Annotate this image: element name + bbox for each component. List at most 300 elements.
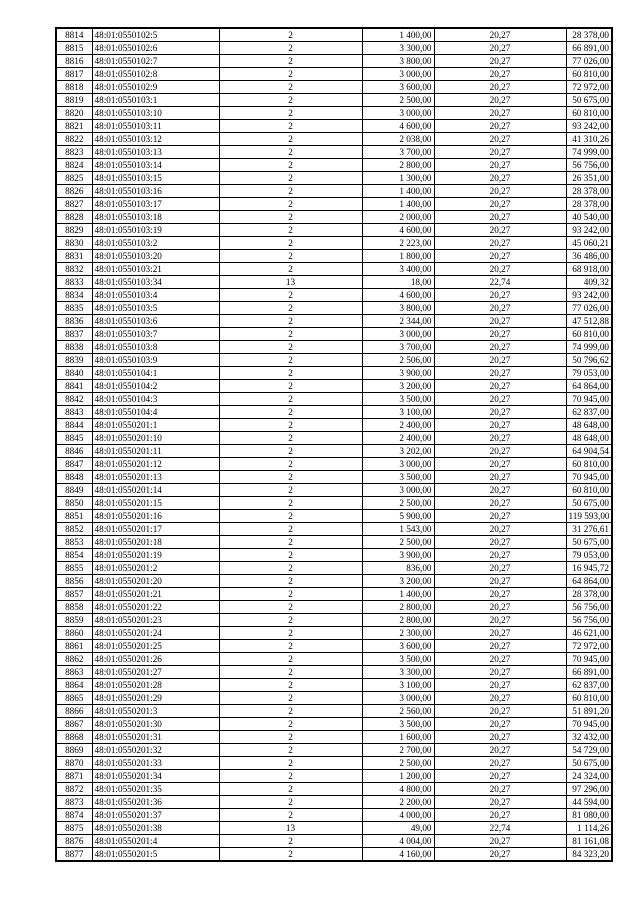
area-cell: 2 200,00 xyxy=(362,796,434,809)
category-code-cell: 2 xyxy=(219,250,362,263)
table-row xyxy=(56,211,612,224)
cadastral-value-cell: 409,32 xyxy=(566,276,612,289)
category-code-cell: 2 xyxy=(219,757,362,770)
table-row xyxy=(56,536,612,549)
table-body xyxy=(56,28,612,861)
cadastral-value-cell: 28 378,00 xyxy=(566,198,612,211)
specific-value-cell: 20,27 xyxy=(434,133,566,146)
cadastral-number-cell: 48:01:0550201:36 xyxy=(92,796,219,809)
row-number-cell: 8829 xyxy=(56,224,92,237)
cadastral-number-cell: 48:01:0550103:21 xyxy=(92,263,219,276)
table-row xyxy=(56,28,612,42)
cadastral-number-cell: 48:01:0550201:29 xyxy=(92,692,219,705)
specific-value-cell: 20,27 xyxy=(434,562,566,575)
cadastral-value-cell: 31 276,61 xyxy=(566,523,612,536)
specific-value-cell: 20,27 xyxy=(434,81,566,94)
table-row xyxy=(56,770,612,783)
cadastral-number-cell: 48:01:0550201:31 xyxy=(92,731,219,744)
row-number-cell: 8815 xyxy=(56,42,92,55)
category-code-cell: 2 xyxy=(219,419,362,432)
specific-value-cell: 20,27 xyxy=(434,848,566,862)
row-number-cell: 8821 xyxy=(56,120,92,133)
specific-value-cell: 20,27 xyxy=(434,94,566,107)
area-cell: 3 600,00 xyxy=(362,640,434,653)
specific-value-cell: 20,27 xyxy=(434,692,566,705)
table-row xyxy=(56,484,612,497)
cadastral-value-cell: 1 114,26 xyxy=(566,822,612,835)
area-cell: 2 400,00 xyxy=(362,432,434,445)
cadastral-value-cell: 64 904,54 xyxy=(566,445,612,458)
specific-value-cell: 20,27 xyxy=(434,432,566,445)
table-row xyxy=(56,185,612,198)
table-row xyxy=(56,809,612,822)
row-number-cell: 8838 xyxy=(56,341,92,354)
table-row xyxy=(56,601,612,614)
area-cell: 3 800,00 xyxy=(362,55,434,68)
row-number-cell: 8819 xyxy=(56,94,92,107)
cadastral-number-cell: 48:01:0550102:9 xyxy=(92,81,219,94)
area-cell: 2 500,00 xyxy=(362,757,434,770)
area-cell: 3 200,00 xyxy=(362,575,434,588)
cadastral-number-cell: 48:01:0550103:4 xyxy=(92,289,219,302)
cadastral-number-cell: 48:01:0550103:19 xyxy=(92,224,219,237)
specific-value-cell: 20,27 xyxy=(434,484,566,497)
cadastral-number-cell: 48:01:0550201:21 xyxy=(92,588,219,601)
area-cell: 2 800,00 xyxy=(362,614,434,627)
category-code-cell: 2 xyxy=(219,575,362,588)
row-number-cell: 8818 xyxy=(56,81,92,94)
area-cell: 3 000,00 xyxy=(362,484,434,497)
row-number-cell: 8864 xyxy=(56,679,92,692)
cadastral-number-cell: 48:01:0550201:23 xyxy=(92,614,219,627)
category-code-cell: 2 xyxy=(219,94,362,107)
cadastral-number-cell: 48:01:0550201:1 xyxy=(92,419,219,432)
cadastral-number-cell: 48:01:0550201:5 xyxy=(92,848,219,862)
cadastral-number-cell: 48:01:0550201:28 xyxy=(92,679,219,692)
row-number-cell: 8862 xyxy=(56,653,92,666)
cadastral-number-cell: 48:01:0550201:35 xyxy=(92,783,219,796)
cadastral-number-cell: 48:01:0550201:10 xyxy=(92,432,219,445)
table-row xyxy=(56,822,612,835)
area-cell: 2 500,00 xyxy=(362,497,434,510)
cadastral-value-cell: 45 060,21 xyxy=(566,237,612,250)
category-code-cell: 2 xyxy=(219,432,362,445)
cadastral-value-cell: 70 945,00 xyxy=(566,653,612,666)
row-number-cell: 8859 xyxy=(56,614,92,627)
area-cell: 4 600,00 xyxy=(362,120,434,133)
category-code-cell: 2 xyxy=(219,666,362,679)
cadastral-value-cell: 60 810,00 xyxy=(566,68,612,81)
category-code-cell: 2 xyxy=(219,146,362,159)
table-row xyxy=(56,549,612,562)
specific-value-cell: 20,27 xyxy=(434,146,566,159)
category-code-cell: 2 xyxy=(219,627,362,640)
specific-value-cell: 20,27 xyxy=(434,315,566,328)
category-code-cell: 2 xyxy=(219,289,362,302)
area-cell: 3 100,00 xyxy=(362,406,434,419)
row-number-cell: 8824 xyxy=(56,159,92,172)
cadastral-number-cell: 48:01:0550102:7 xyxy=(92,55,219,68)
row-number-cell: 8828 xyxy=(56,211,92,224)
cadastral-value-cell: 97 296,00 xyxy=(566,783,612,796)
area-cell: 1 800,00 xyxy=(362,250,434,263)
category-code-cell: 2 xyxy=(219,692,362,705)
specific-value-cell: 20,27 xyxy=(434,783,566,796)
specific-value-cell: 20,27 xyxy=(434,705,566,718)
row-number-cell: 8843 xyxy=(56,406,92,419)
category-code-cell: 2 xyxy=(219,484,362,497)
cadastral-value-cell: 79 053,00 xyxy=(566,367,612,380)
area-cell: 4 800,00 xyxy=(362,783,434,796)
row-number-cell: 8872 xyxy=(56,783,92,796)
specific-value-cell: 20,27 xyxy=(434,796,566,809)
cadastral-number-cell: 48:01:0550103:7 xyxy=(92,328,219,341)
row-number-cell: 8844 xyxy=(56,419,92,432)
category-code-cell: 2 xyxy=(219,354,362,367)
specific-value-cell: 20,27 xyxy=(434,302,566,315)
cadastral-number-cell: 48:01:0550201:17 xyxy=(92,523,219,536)
row-number-cell: 8875 xyxy=(56,822,92,835)
category-code-cell: 2 xyxy=(219,302,362,315)
row-number-cell: 8845 xyxy=(56,432,92,445)
category-code-cell: 2 xyxy=(219,81,362,94)
area-cell: 3 202,00 xyxy=(362,445,434,458)
cadastral-value-cell: 66 891,00 xyxy=(566,42,612,55)
area-cell: 3 900,00 xyxy=(362,367,434,380)
table-row xyxy=(56,224,612,237)
table-row xyxy=(56,302,612,315)
cadastral-value-cell: 50 796,62 xyxy=(566,354,612,367)
area-cell: 4 600,00 xyxy=(362,289,434,302)
cadastral-value-cell: 28 378,00 xyxy=(566,28,612,42)
table-row xyxy=(56,146,612,159)
cadastral-number-cell: 48:01:0550201:26 xyxy=(92,653,219,666)
area-cell: 2 344,00 xyxy=(362,315,434,328)
cadastral-number-cell: 48:01:0550201:25 xyxy=(92,640,219,653)
cadastral-value-cell: 72 972,00 xyxy=(566,640,612,653)
area-cell: 3 500,00 xyxy=(362,653,434,666)
table-row xyxy=(56,393,612,406)
category-code-cell: 2 xyxy=(219,601,362,614)
cadastral-number-cell: 48:01:0550104:4 xyxy=(92,406,219,419)
category-code-cell: 2 xyxy=(219,120,362,133)
category-code-cell: 2 xyxy=(219,211,362,224)
specific-value-cell: 22,74 xyxy=(434,822,566,835)
category-code-cell: 2 xyxy=(219,731,362,744)
table-row xyxy=(56,718,612,731)
cadastral-value-cell: 79 053,00 xyxy=(566,549,612,562)
category-code-cell: 2 xyxy=(219,653,362,666)
row-number-cell: 8837 xyxy=(56,328,92,341)
cadastral-number-cell: 48:01:0550104:1 xyxy=(92,367,219,380)
cadastral-number-cell: 48:01:0550103:11 xyxy=(92,120,219,133)
specific-value-cell: 20,27 xyxy=(434,666,566,679)
cadastral-number-cell: 48:01:0550201:30 xyxy=(92,718,219,731)
cadastral-value-cell: 70 945,00 xyxy=(566,718,612,731)
category-code-cell: 2 xyxy=(219,679,362,692)
specific-value-cell: 20,27 xyxy=(434,601,566,614)
table-row xyxy=(56,81,612,94)
area-cell: 3 300,00 xyxy=(362,42,434,55)
category-code-cell: 2 xyxy=(219,744,362,757)
table-row xyxy=(56,159,612,172)
table-row xyxy=(56,380,612,393)
cadastral-number-cell: 48:01:0550103:12 xyxy=(92,133,219,146)
specific-value-cell: 20,27 xyxy=(434,55,566,68)
cadastral-number-cell: 48:01:0550103:1 xyxy=(92,94,219,107)
category-code-cell: 2 xyxy=(219,367,362,380)
cadastral-value-cell: 16 945,72 xyxy=(566,562,612,575)
area-cell: 4 000,00 xyxy=(362,809,434,822)
category-code-cell: 2 xyxy=(219,55,362,68)
cadastral-value-cell: 50 675,00 xyxy=(566,94,612,107)
area-cell: 4 160,00 xyxy=(362,848,434,862)
category-code-cell: 2 xyxy=(219,458,362,471)
cadastral-value-cell: 50 675,00 xyxy=(566,757,612,770)
specific-value-cell: 20,27 xyxy=(434,211,566,224)
table-row xyxy=(56,406,612,419)
area-cell: 2 038,00 xyxy=(362,133,434,146)
cadastral-number-cell: 48:01:0550102:6 xyxy=(92,42,219,55)
category-code-cell: 2 xyxy=(219,185,362,198)
cadastral-value-cell: 26 351,00 xyxy=(566,172,612,185)
table-row xyxy=(56,666,612,679)
area-cell: 3 100,00 xyxy=(362,679,434,692)
table-row xyxy=(56,471,612,484)
table-row xyxy=(56,757,612,770)
cadastral-value-cell: 62 837,00 xyxy=(566,679,612,692)
cadastral-value-cell: 119 593,00 xyxy=(566,510,612,523)
row-number-cell: 8877 xyxy=(56,848,92,862)
table-row xyxy=(56,679,612,692)
row-number-cell: 8854 xyxy=(56,549,92,562)
specific-value-cell: 20,27 xyxy=(434,198,566,211)
specific-value-cell: 20,27 xyxy=(434,653,566,666)
row-number-cell: 8840 xyxy=(56,367,92,380)
category-code-cell: 2 xyxy=(219,809,362,822)
cadastral-value-cell: 72 972,00 xyxy=(566,81,612,94)
area-cell: 1 543,00 xyxy=(362,523,434,536)
specific-value-cell: 20,27 xyxy=(434,159,566,172)
row-number-cell: 8873 xyxy=(56,796,92,809)
category-code-cell: 2 xyxy=(219,796,362,809)
area-cell: 2 500,00 xyxy=(362,536,434,549)
area-cell: 3 000,00 xyxy=(362,68,434,81)
cadastral-number-cell: 48:01:0550201:18 xyxy=(92,536,219,549)
row-number-cell: 8826 xyxy=(56,185,92,198)
specific-value-cell: 20,27 xyxy=(434,107,566,120)
category-code-cell: 2 xyxy=(219,107,362,120)
cadastral-value-cell: 54 729,00 xyxy=(566,744,612,757)
area-cell: 2 560,00 xyxy=(362,705,434,718)
cadastral-value-table xyxy=(55,27,613,862)
specific-value-cell: 20,27 xyxy=(434,185,566,198)
row-number-cell: 8857 xyxy=(56,588,92,601)
specific-value-cell: 20,27 xyxy=(434,237,566,250)
cadastral-number-cell: 48:01:0550201:32 xyxy=(92,744,219,757)
specific-value-cell: 20,27 xyxy=(434,614,566,627)
area-cell: 1 300,00 xyxy=(362,172,434,185)
cadastral-number-cell: 48:01:0550201:16 xyxy=(92,510,219,523)
cadastral-number-cell: 48:01:0550102:5 xyxy=(92,28,219,42)
row-number-cell: 8823 xyxy=(56,146,92,159)
table-row xyxy=(56,341,612,354)
category-code-cell: 2 xyxy=(219,224,362,237)
cadastral-number-cell: 48:01:0550201:15 xyxy=(92,497,219,510)
cadastral-number-cell: 48:01:0550201:19 xyxy=(92,549,219,562)
cadastral-number-cell: 48:01:0550201:27 xyxy=(92,666,219,679)
table-row xyxy=(56,705,612,718)
specific-value-cell: 20,27 xyxy=(434,718,566,731)
category-code-cell: 2 xyxy=(219,562,362,575)
table-row xyxy=(56,562,612,575)
table-row xyxy=(56,835,612,848)
cadastral-number-cell: 48:01:0550103:6 xyxy=(92,315,219,328)
category-code-cell: 2 xyxy=(219,718,362,731)
row-number-cell: 8847 xyxy=(56,458,92,471)
row-number-cell: 8850 xyxy=(56,497,92,510)
row-number-cell: 8853 xyxy=(56,536,92,549)
row-number-cell: 8876 xyxy=(56,835,92,848)
specific-value-cell: 20,27 xyxy=(434,549,566,562)
cadastral-number-cell: 48:01:0550103:18 xyxy=(92,211,219,224)
table-row xyxy=(56,419,612,432)
row-number-cell: 8848 xyxy=(56,471,92,484)
row-number-cell: 8820 xyxy=(56,107,92,120)
specific-value-cell: 20,27 xyxy=(434,341,566,354)
category-code-cell: 2 xyxy=(219,263,362,276)
specific-value-cell: 20,27 xyxy=(434,419,566,432)
specific-value-cell: 20,27 xyxy=(434,367,566,380)
table-row xyxy=(56,783,612,796)
area-cell: 3 300,00 xyxy=(362,666,434,679)
area-cell: 3 700,00 xyxy=(362,146,434,159)
area-cell: 2 300,00 xyxy=(362,627,434,640)
cadastral-value-cell: 50 675,00 xyxy=(566,497,612,510)
category-code-cell: 2 xyxy=(219,393,362,406)
table-row xyxy=(56,237,612,250)
row-number-cell: 8841 xyxy=(56,380,92,393)
category-code-cell: 2 xyxy=(219,133,362,146)
cadastral-value-cell: 64 864,00 xyxy=(566,575,612,588)
cadastral-number-cell: 48:01:0550103:16 xyxy=(92,185,219,198)
cadastral-value-cell: 56 756,00 xyxy=(566,614,612,627)
area-cell: 4 004,00 xyxy=(362,835,434,848)
cadastral-value-cell: 32 432,00 xyxy=(566,731,612,744)
specific-value-cell: 20,27 xyxy=(434,354,566,367)
row-number-cell: 8831 xyxy=(56,250,92,263)
cadastral-value-cell: 68 918,00 xyxy=(566,263,612,276)
table-row xyxy=(56,367,612,380)
cadastral-value-cell: 60 810,00 xyxy=(566,484,612,497)
category-code-cell: 2 xyxy=(219,549,362,562)
cadastral-number-cell: 48:01:0550103:10 xyxy=(92,107,219,120)
row-number-cell: 8822 xyxy=(56,133,92,146)
table-row xyxy=(56,289,612,302)
cadastral-value-cell: 60 810,00 xyxy=(566,458,612,471)
area-cell: 2 800,00 xyxy=(362,159,434,172)
specific-value-cell: 20,27 xyxy=(434,68,566,81)
cadastral-number-cell: 48:01:0550103:2 xyxy=(92,237,219,250)
table-row xyxy=(56,627,612,640)
cadastral-number-cell: 48:01:0550201:38 xyxy=(92,822,219,835)
cadastral-value-cell: 46 621,00 xyxy=(566,627,612,640)
area-cell: 2 223,00 xyxy=(362,237,434,250)
cadastral-number-cell: 48:01:0550201:4 xyxy=(92,835,219,848)
area-cell: 2 500,00 xyxy=(362,94,434,107)
row-number-cell: 8832 xyxy=(56,263,92,276)
table-row xyxy=(56,614,612,627)
category-code-cell: 2 xyxy=(219,380,362,393)
area-cell: 1 200,00 xyxy=(362,770,434,783)
table-row xyxy=(56,692,612,705)
area-cell: 3 700,00 xyxy=(362,341,434,354)
row-number-cell: 8870 xyxy=(56,757,92,770)
specific-value-cell: 20,27 xyxy=(434,523,566,536)
specific-value-cell: 20,27 xyxy=(434,328,566,341)
cadastral-value-table-container xyxy=(55,27,611,862)
specific-value-cell: 20,27 xyxy=(434,120,566,133)
area-cell: 3 400,00 xyxy=(362,263,434,276)
cadastral-number-cell: 48:01:0550103:34 xyxy=(92,276,219,289)
specific-value-cell: 20,27 xyxy=(434,289,566,302)
specific-value-cell: 20,27 xyxy=(434,770,566,783)
table-row xyxy=(56,848,612,862)
table-row xyxy=(56,133,612,146)
cadastral-value-cell: 64 864,00 xyxy=(566,380,612,393)
cadastral-number-cell: 48:01:0550104:3 xyxy=(92,393,219,406)
category-code-cell: 2 xyxy=(219,614,362,627)
area-cell: 4 600,00 xyxy=(362,224,434,237)
table-row xyxy=(56,120,612,133)
cadastral-value-cell: 50 675,00 xyxy=(566,536,612,549)
area-cell: 836,00 xyxy=(362,562,434,575)
area-cell: 1 400,00 xyxy=(362,185,434,198)
cadastral-number-cell: 48:01:0550103:15 xyxy=(92,172,219,185)
cadastral-value-cell: 56 756,00 xyxy=(566,159,612,172)
cadastral-number-cell: 48:01:0550201:11 xyxy=(92,445,219,458)
row-number-cell: 8814 xyxy=(56,28,92,42)
category-code-cell: 2 xyxy=(219,497,362,510)
cadastral-value-cell: 47 512,88 xyxy=(566,315,612,328)
cadastral-number-cell: 48:01:0550201:2 xyxy=(92,562,219,575)
row-number-cell: 8863 xyxy=(56,666,92,679)
cadastral-value-cell: 48 648,00 xyxy=(566,419,612,432)
area-cell: 3 500,00 xyxy=(362,718,434,731)
cadastral-value-cell: 70 945,00 xyxy=(566,471,612,484)
cadastral-number-cell: 48:01:0550103:17 xyxy=(92,198,219,211)
category-code-cell: 13 xyxy=(219,822,362,835)
row-number-cell: 8860 xyxy=(56,627,92,640)
cadastral-value-cell: 93 242,00 xyxy=(566,224,612,237)
cadastral-value-cell: 81 080,00 xyxy=(566,809,612,822)
specific-value-cell: 20,27 xyxy=(434,640,566,653)
row-number-cell: 8816 xyxy=(56,55,92,68)
cadastral-value-cell: 74 999,00 xyxy=(566,146,612,159)
row-number-cell: 8839 xyxy=(56,354,92,367)
table-row xyxy=(56,640,612,653)
category-code-cell: 2 xyxy=(219,406,362,419)
cadastral-value-cell: 84 323,20 xyxy=(566,848,612,862)
cadastral-number-cell: 48:01:0550201:20 xyxy=(92,575,219,588)
category-code-cell: 2 xyxy=(219,159,362,172)
specific-value-cell: 20,27 xyxy=(434,731,566,744)
table-row xyxy=(56,510,612,523)
specific-value-cell: 20,27 xyxy=(434,172,566,185)
category-code-cell: 2 xyxy=(219,341,362,354)
row-number-cell: 8869 xyxy=(56,744,92,757)
specific-value-cell: 20,27 xyxy=(434,627,566,640)
